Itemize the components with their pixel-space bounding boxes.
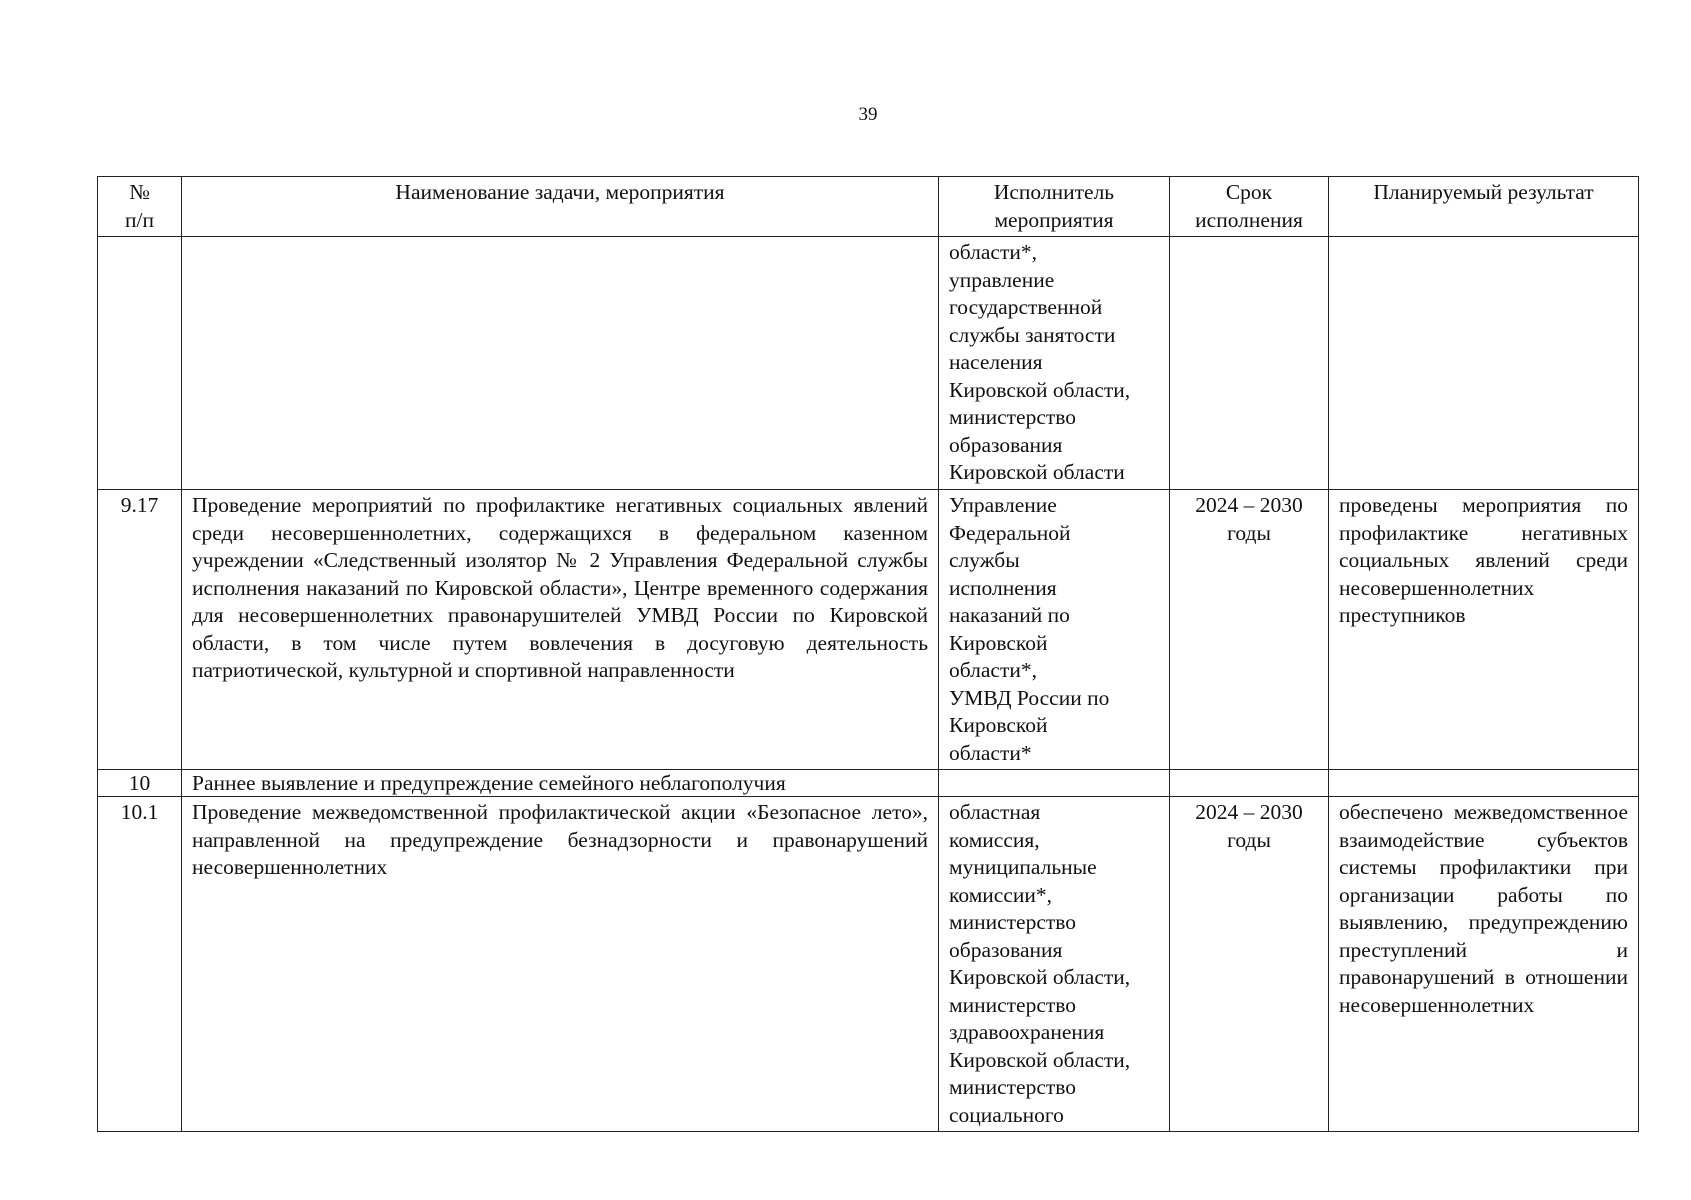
header-result: Планируемый результат bbox=[1329, 177, 1639, 237]
executor-line: управление bbox=[949, 267, 1055, 292]
executor-line: Кировской области bbox=[949, 460, 1125, 484]
executor-line: области*, bbox=[949, 240, 1037, 264]
executor-lines bbox=[949, 492, 1159, 767]
executor-line: Кировской bbox=[949, 630, 1048, 655]
executor-line: Федеральной bbox=[949, 520, 1071, 545]
cell-task bbox=[182, 237, 939, 490]
executor-line: области* bbox=[949, 740, 1032, 765]
cell-term bbox=[1170, 770, 1329, 797]
cell-result bbox=[1329, 237, 1639, 490]
cell-task: Проведение межведомственной профилактической акции «Безопасное лето», направленной на предупреждение безнадзорности и правонарушений несовершеннолетних bbox=[182, 797, 939, 1132]
cell-task: Проведение мероприятий по профилактике негативных социальных явлений среди несовершеннолетних, содержащихся в федеральном казенном учреждении «Следственный изолятор № 2 Управления Федеральной службы исполнения наказаний по Кировской области», Центре временного содержания для несовершеннолетних правонарушителей УМВД России по Кировской области, в том числе путем вовлечения в досуговую деятельность патриотической, культурной и спортивной направленности bbox=[182, 490, 939, 770]
header-num-text: № п/п bbox=[125, 180, 154, 232]
header-executor-text: Исполнитель мероприятия bbox=[993, 180, 1115, 232]
executor-line: муниципальные bbox=[949, 855, 1097, 879]
executor-line: Кировской bbox=[949, 713, 1048, 737]
executor-line: УМВД России по bbox=[949, 685, 1110, 710]
executor-line: области*, bbox=[949, 658, 1037, 682]
cell-num: 10 bbox=[98, 770, 182, 797]
executor-line: Кировской области, bbox=[949, 965, 1131, 989]
table-row-10 bbox=[98, 770, 1639, 797]
executor-lines bbox=[949, 239, 1159, 487]
table-row-9-17 bbox=[98, 490, 1639, 770]
executor-line: министерство bbox=[949, 1075, 1077, 1099]
plan-table bbox=[97, 176, 1639, 1132]
term-text: 2024 – 2030 годы bbox=[1195, 800, 1303, 852]
table-row-10-1 bbox=[98, 797, 1639, 1132]
executor-line: образования bbox=[949, 937, 1063, 962]
executor-line: министерство bbox=[949, 405, 1077, 429]
executor-line: государственной bbox=[949, 295, 1103, 319]
header-task: Наименование задачи, мероприятия bbox=[182, 177, 939, 237]
cell-executor bbox=[939, 797, 1170, 1132]
page-number: 39 bbox=[858, 104, 878, 125]
executor-line: областная bbox=[949, 800, 1041, 824]
cell-num: 9.17 bbox=[98, 490, 182, 770]
cell-term bbox=[1170, 490, 1329, 770]
cell-num: 10.1 bbox=[98, 797, 182, 1132]
executor-line: службы занятости bbox=[949, 322, 1116, 347]
executor-line: министерство bbox=[949, 992, 1077, 1017]
cell-term bbox=[1170, 797, 1329, 1132]
executor-line: комиссии*, bbox=[949, 882, 1053, 907]
executor-line: Кировской области, bbox=[949, 377, 1131, 402]
cell-task: Раннее выявление и предупреждение семейного неблагополучия bbox=[182, 770, 939, 797]
executor-line: здравоохранения bbox=[949, 1020, 1105, 1044]
header-term-text: Срок исполнения bbox=[1195, 180, 1303, 232]
executor-line: исполнения bbox=[949, 575, 1057, 600]
executor-line: образования bbox=[949, 432, 1063, 457]
cell-num bbox=[98, 237, 182, 490]
cell-executor bbox=[939, 490, 1170, 770]
table-header-row bbox=[98, 177, 1639, 237]
executor-line: населения bbox=[949, 350, 1043, 374]
term-text: 2024 – 2030 годы bbox=[1195, 493, 1303, 545]
executor-line: наказаний по bbox=[949, 603, 1070, 627]
cell-term bbox=[1170, 237, 1329, 490]
cell-result bbox=[1329, 770, 1639, 797]
header-term bbox=[1170, 177, 1329, 237]
table-row-continuation bbox=[98, 237, 1639, 490]
cell-executor bbox=[939, 770, 1170, 797]
header-executor bbox=[939, 177, 1170, 237]
executor-line: социального bbox=[949, 1102, 1064, 1127]
cell-executor bbox=[939, 237, 1170, 490]
header-num bbox=[98, 177, 182, 237]
executor-lines bbox=[949, 799, 1159, 1129]
cell-result: обеспечено межведомственное взаимодействие субъектов системы профилактики при организации работы по выявлению, предупреждению преступлений и правонарушений в отношении несовершеннолетних bbox=[1329, 797, 1639, 1132]
executor-line: службы bbox=[949, 548, 1020, 572]
executor-line: министерство bbox=[949, 910, 1077, 934]
executor-line: комиссия, bbox=[949, 827, 1040, 852]
executor-line: Кировской области, bbox=[949, 1047, 1131, 1072]
executor-line: Управление bbox=[949, 493, 1057, 517]
cell-result: проведены мероприятия по профилактике негативных социальных явлений среди несовершеннолетних преступников bbox=[1329, 490, 1639, 770]
